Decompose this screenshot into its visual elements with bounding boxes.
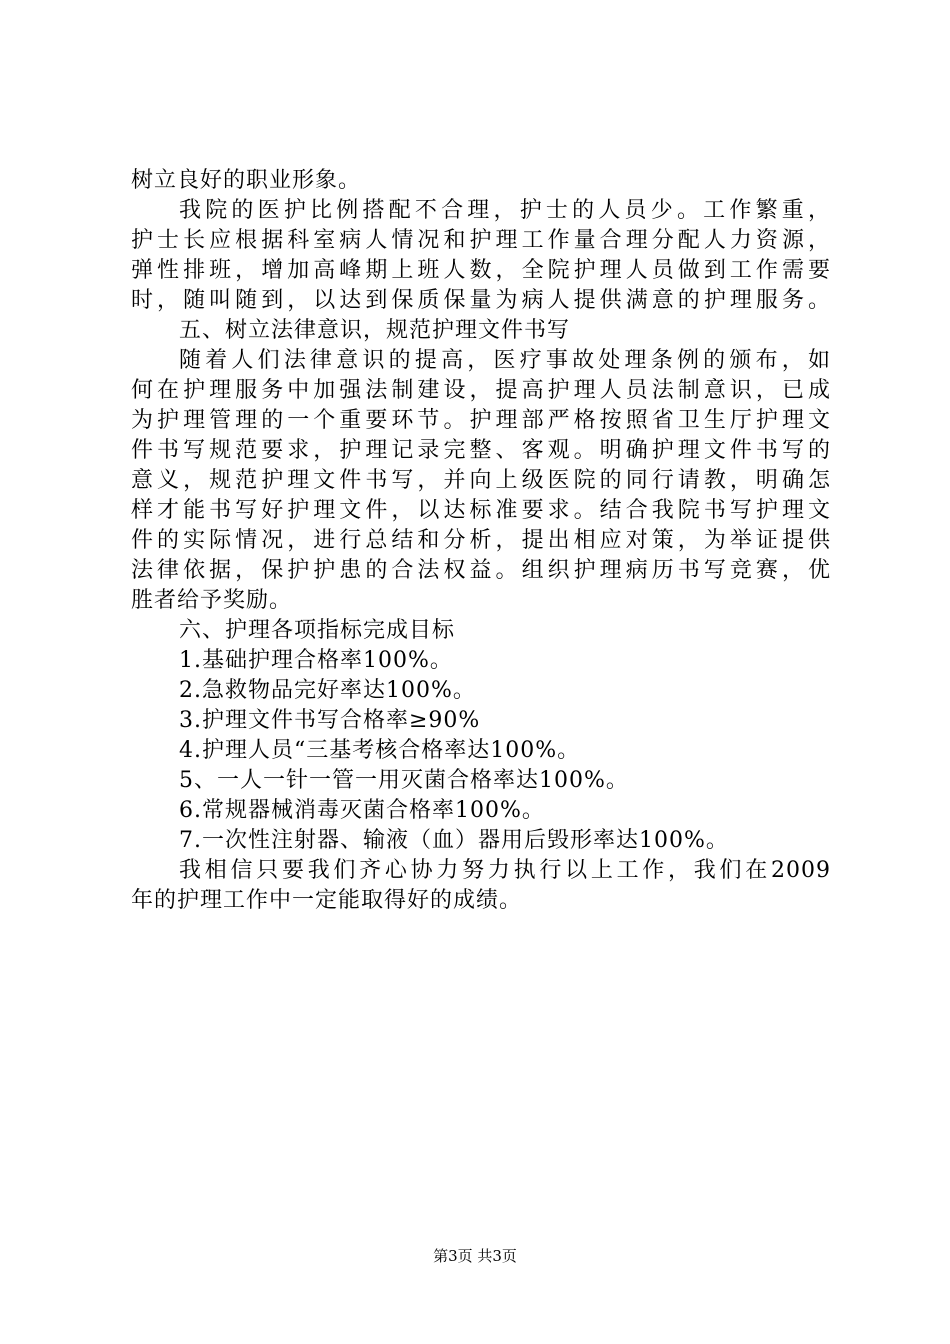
text-line: 时，随叫随到，以达到保质保量为病人提供满意的护理服务。 (131, 288, 831, 313)
text-line: 1.基础护理合格率100%。 (179, 648, 453, 673)
text-line: 五、树立法律意识，规范护理文件书写 (179, 318, 571, 343)
text-line: 意义，规范护理文件书写，并向上级医院的同行请教，明确怎 (131, 468, 831, 493)
text-line: 2.急救物品完好率达100%。 (179, 678, 476, 703)
page-footer: 第3页 共3页 (433, 1247, 517, 1265)
text-line: 随着人们法律意识的提高，医疗事故处理条例的颁布，如 (179, 348, 831, 373)
text-line: 3.护理文件书写合格率≥90% (179, 708, 481, 733)
text-line: 为护理管理的一个重要环节。护理部严格按照省卫生厅护理文 (131, 408, 831, 433)
text-line: 护士长应根据科室病人情况和护理工作量合理分配人力资源， (131, 228, 831, 253)
text-line: 件的实际情况，进行总结和分析，提出相应对策，为举证提供 (131, 528, 831, 553)
document-body (131, 166, 831, 916)
text-line: 何在护理服务中加强法制建设，提高护理人员法制意识，已成 (131, 378, 831, 403)
text-line: 6.常规器械消毒灭菌合格率100%。 (179, 798, 545, 823)
text-line: 我相信只要我们齐心协力努力执行以上工作，我们在2009 (179, 858, 831, 883)
text-line: 4.护理人员“三基考核合格率达100%。 (179, 738, 581, 763)
text-line: 六、护理各项指标完成目标 (179, 618, 456, 643)
text-line: 年的护理工作中一定能取得好的成绩。 (131, 888, 523, 913)
text-line: 我院的医护比例搭配不合理，护士的人员少。工作繁重， (179, 198, 831, 223)
text-line: 弹性排班，增加高峰期上班人数，全院护理人员做到工作需要 (131, 258, 831, 283)
text-line: 件书写规范要求，护理记录完整、客观。明确护理文件书写的 (131, 438, 831, 463)
text-line: 树立良好的职业形象。 (131, 168, 362, 193)
text-line: 5、一人一针一管一用灭菌合格率达100%。 (179, 768, 629, 793)
text-line: 样才能书写好护理文件，以达标准要求。结合我院书写护理文 (131, 498, 831, 523)
text-line: 胜者给予奖励。 (131, 588, 293, 613)
text-line: 7.一次性注射器、输液（血）器用后毁形率达100%。 (179, 828, 729, 853)
text-line: 法律依据，保护护患的合法权益。组织护理病历书写竞赛，优 (131, 558, 831, 583)
